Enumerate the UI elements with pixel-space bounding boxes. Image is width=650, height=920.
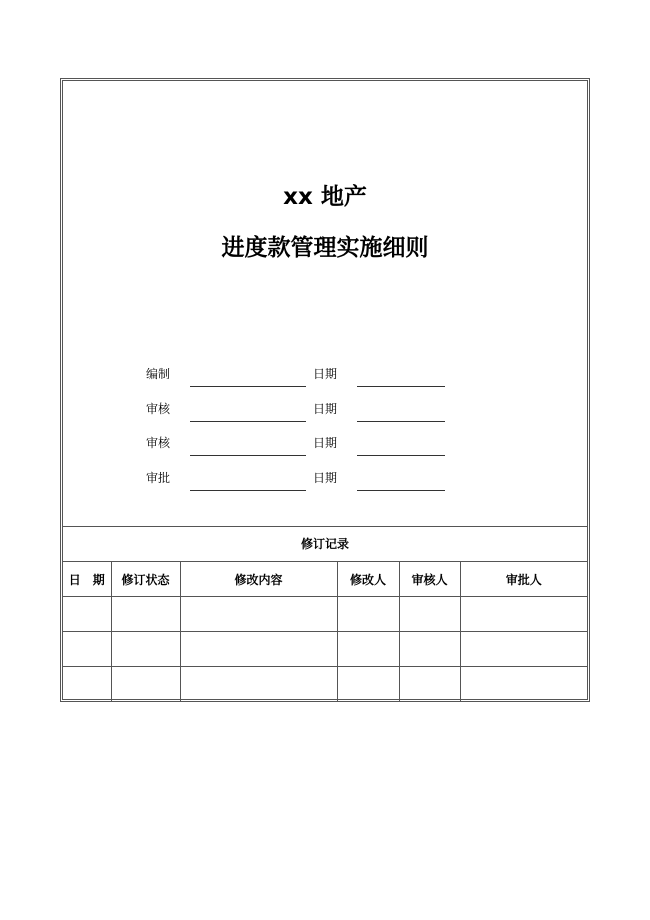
revision-record-section bbox=[63, 526, 587, 699]
signoff-label: 审核 bbox=[146, 402, 171, 416]
table-cell bbox=[63, 632, 111, 667]
table-row bbox=[63, 667, 587, 702]
revision-caption: 修订记录 bbox=[63, 526, 587, 562]
table-row bbox=[63, 597, 587, 632]
table-cell bbox=[180, 632, 337, 667]
table-cell bbox=[399, 632, 460, 667]
table-cell bbox=[337, 597, 399, 632]
signature-line bbox=[190, 386, 306, 387]
table-cell bbox=[399, 597, 460, 632]
date-label: 日期 bbox=[313, 402, 338, 416]
signoff-label: 审核 bbox=[146, 436, 171, 450]
signoff-row-reviewed-1 bbox=[63, 401, 587, 437]
signoff-row-reviewed-2 bbox=[63, 435, 587, 471]
document-title: 进度款管理实施细则 bbox=[221, 235, 429, 261]
table-cell bbox=[460, 597, 587, 632]
signoff-row-prepared bbox=[63, 366, 587, 402]
company-title: xx 地产 bbox=[283, 184, 367, 210]
table-cell bbox=[180, 667, 337, 702]
date-label: 日期 bbox=[313, 436, 338, 450]
document-frame bbox=[60, 78, 590, 702]
column-header-status: 修订状态 bbox=[111, 562, 180, 597]
table-cell bbox=[111, 597, 180, 632]
date-label: 日期 bbox=[313, 367, 338, 381]
signoff-label: 编制 bbox=[146, 367, 171, 381]
table-cell bbox=[337, 632, 399, 667]
table-cell bbox=[111, 632, 180, 667]
table-cell bbox=[399, 667, 460, 702]
table-cell bbox=[337, 667, 399, 702]
column-header-approver: 审批人 bbox=[460, 562, 587, 597]
table-cell bbox=[460, 667, 587, 702]
signoff-row-approved bbox=[63, 470, 587, 506]
date-label: 日期 bbox=[313, 471, 338, 485]
cover-section bbox=[63, 81, 587, 527]
table-cell bbox=[180, 597, 337, 632]
column-header-modifier: 修改人 bbox=[337, 562, 399, 597]
table-row bbox=[63, 632, 587, 667]
table-cell bbox=[63, 667, 111, 702]
signature-line bbox=[190, 490, 306, 491]
signoff-label: 审批 bbox=[146, 471, 171, 485]
signature-line bbox=[190, 455, 306, 456]
revision-table bbox=[63, 526, 587, 701]
table-cell bbox=[63, 597, 111, 632]
date-line bbox=[357, 455, 445, 456]
date-line bbox=[357, 421, 445, 422]
table-cell bbox=[111, 667, 180, 702]
column-header-content: 修改内容 bbox=[180, 562, 337, 597]
date-line bbox=[357, 490, 445, 491]
column-header-reviewer: 审核人 bbox=[399, 562, 460, 597]
signature-line bbox=[190, 421, 306, 422]
table-cell bbox=[460, 632, 587, 667]
date-line bbox=[357, 386, 445, 387]
column-header-date: 日 期 bbox=[63, 562, 111, 597]
